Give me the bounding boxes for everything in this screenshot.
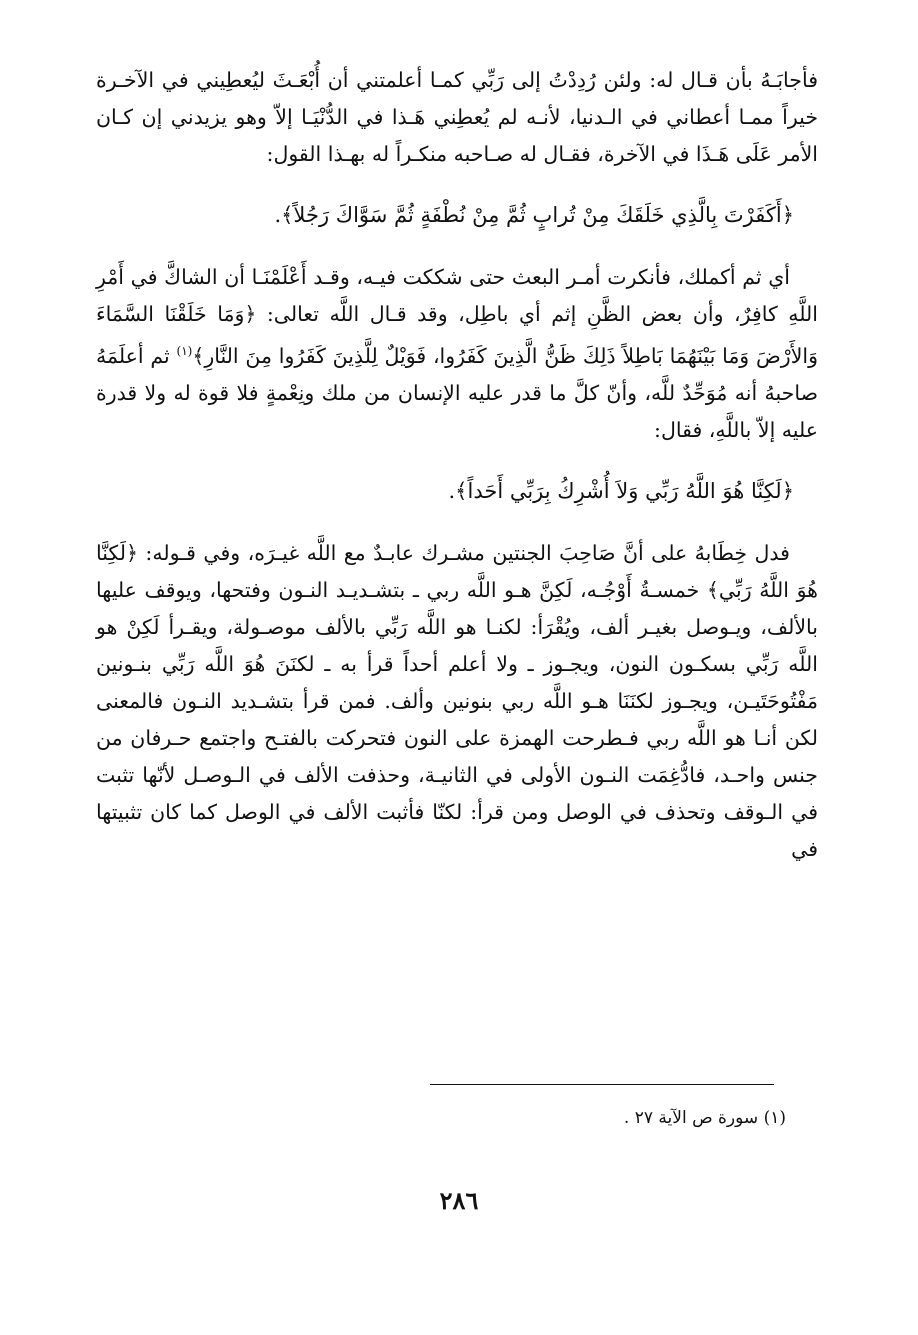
paragraph-2-intro: أي ثم أكملك، فأنكرت أمـر البعث حتى شككت فيـه، وقـد أَعْلَمْنَـا أن الشاكَّ في أَمْرِ اللَّهِ كافِرٌ، وأن بعض الظَّنِ إثم أي باطِل، وقد قـال اللَّه تعالى:: [96, 265, 818, 326]
paragraph-2-continuation: ثم أعلَمَهُ صاحبهُ أنه مُوَحِّدٌ للَّه، وأنّ كلَّ ما قدر عليه الإنسان من ملك ونِعْمةٍ فلا قوة له ولا قدرة عليه إلاّ باللَّهِ، فقال:: [96, 343, 818, 442]
quran-verse-2: ﴿لَكِنَّا هُوَ اللَّهُ رَبِّي وَلاَ أُشْرِكُ بِرَبِّي أَحَداً﴾.: [448, 478, 794, 503]
page-number: ٢٨٦: [439, 1186, 479, 1215]
footnote-divider: [430, 1084, 774, 1085]
page-body: [96, 62, 818, 868]
paragraph-2: [96, 259, 818, 449]
footnote: (١) سورة ص الآية ٢٧ .: [623, 1108, 786, 1128]
quran-verse-1: ﴿أَكَفَرْتَ بِالَّذِي خَلَقَكَ مِنْ تُرابٍ ثُمَّ مِنْ نُطْفَةٍ ثُمَّ سَوَّاكَ رَجُلاً﴾.: [274, 203, 794, 227]
footnote-reference: (١): [176, 344, 193, 358]
paragraph-1: فأجابَـهُ بأن قـال له: ولئن رُدِدْتُ إلى رَبِّي كمـا أعلمتني أن أُبْعَـثَ ليُعطِيني في الآخـرة خيراً ممـا أعطاني في الـدنيا، لأنـه لم يُعطِني هَـذا في الدُّنْيَـا إلاّ وهو يزيدني إن كـان الأمر عَلَى هَـذَا في الآخرة، فقـال له صـاحبه منكـراً له بهـذا القول:: [96, 68, 818, 166]
paragraph-3: فدل خِطَابهُ على أنَّ صَاحِبَ الجنتين مشـرك عابـدٌ مع اللَّه غيـرَه، وفي قـوله: ﴿لَكِنَّا هُوَ اللَّهُ رَبِّي﴾ خمسـةُ أَوْجُـه، لَكِنَّ هـو اللَّه ربي ـ بتشـديـد النـون وفتحها، ويوقف عليها بالألف، ويـوصل بغيـر ألف، ويُقْرَأ: لكنـا هو اللَّه رَبِّي بالألف موصـولة، ويقـرأ لَكِنْ هو اللَّه رَبِّي بسكـون النون، ويجـوز ـ ولا أعلم أحداً قرأ به ـ لكنَنَ هُوَ اللَّه رَبِّي بنـونين مَفْتُوحَتَيـن، ويجـوز لكنَنَا هـو اللَّه ربي بنونين وألف. فمن قرأ بتشـديد النـون فالمعنى لكن أنـا هو اللَّه ربي فـطرحت الهمزة على النون فتحركت بالفتـح واجتمع حـرفان من جنس واحـد، فادُّغِمَت النـون الأولى في الثانيـة، وحذفت الألف في الـوصـل لأنّها تثبت في الـوقف وتحذف في الوصل ومن قرأ: لكنّا فأثبت الألف في الوصل كما كان تثبيتها في: [96, 540, 818, 861]
quran-quote-2: ﴿وَمَا خَلَقْنَا السَّمَاءَ وَالأَرْضَ وَمَا بَيْنَهُمَا بَاطِلاً ذَلِكَ ظَنُّ الَّذِينَ كَفَرُوا، فَوَيْلٌ لِلَّذِينَ كَفَرُوا مِنَ النَّارِ﴾: [96, 302, 818, 368]
